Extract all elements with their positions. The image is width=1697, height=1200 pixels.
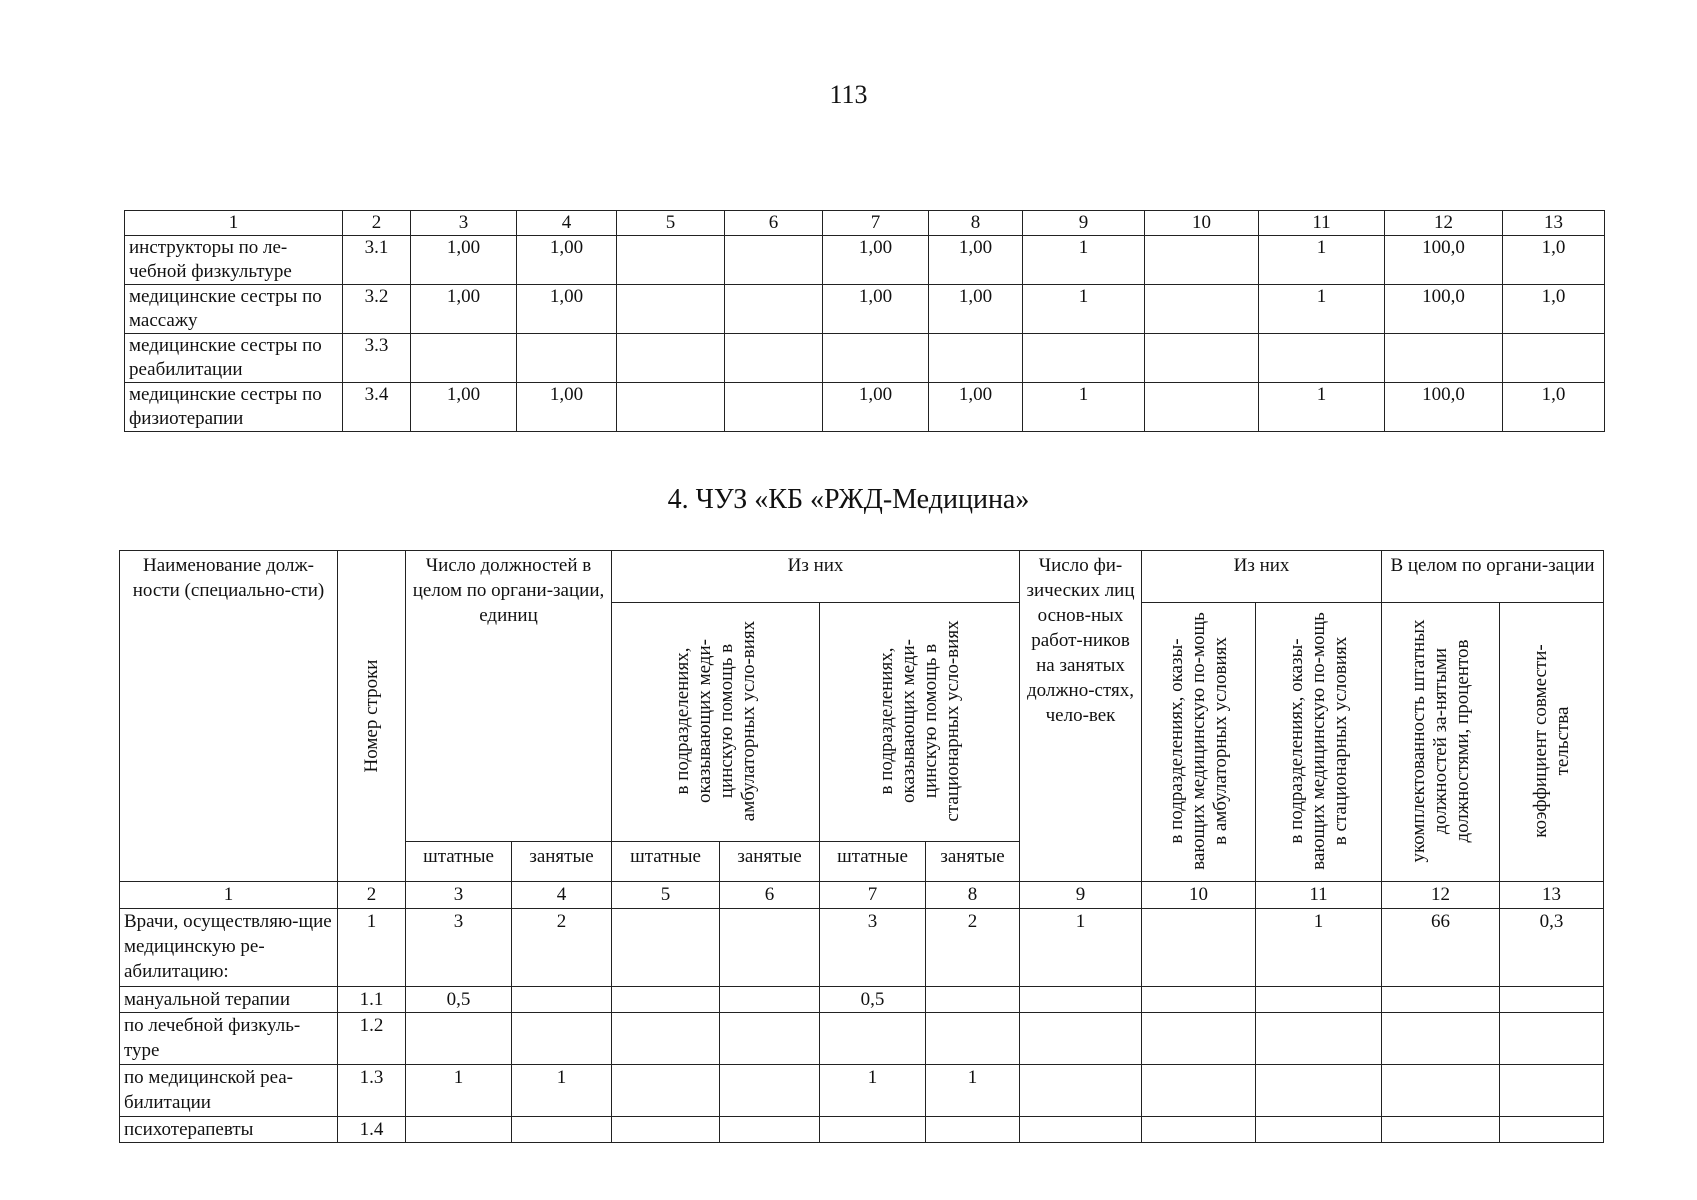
cell bbox=[1500, 987, 1604, 1013]
row-number: 1.2 bbox=[338, 1013, 406, 1065]
cell bbox=[612, 1117, 720, 1143]
col-num: 2 bbox=[338, 882, 406, 909]
cell: 1,0 bbox=[1503, 285, 1605, 334]
cell: 1 bbox=[1259, 236, 1385, 285]
col-num: 4 bbox=[512, 882, 612, 909]
header-org-total: В целом по органи-зации bbox=[1382, 551, 1604, 603]
bottom-table bbox=[119, 550, 1604, 1143]
header-combination-text: коэффициент совмести-тельства bbox=[1529, 644, 1573, 838]
header-of-them-1: Из них bbox=[612, 551, 1020, 603]
cell bbox=[1256, 987, 1382, 1013]
cell bbox=[1382, 987, 1500, 1013]
cell bbox=[1142, 909, 1256, 987]
cell: 1 bbox=[820, 1065, 926, 1117]
cell bbox=[1145, 383, 1259, 432]
cell: 1,0 bbox=[1503, 236, 1605, 285]
cell bbox=[1503, 334, 1605, 383]
header-ind-inpatient-text: в подразделениях, оказы-вающих медицинскую по-мощь в стационарных условиях bbox=[1285, 612, 1351, 870]
cell bbox=[820, 1117, 926, 1143]
cell bbox=[617, 236, 725, 285]
cell: 1,0 bbox=[1503, 383, 1605, 432]
cell: 2 bbox=[926, 909, 1020, 987]
cell bbox=[1142, 1065, 1256, 1117]
table-row bbox=[120, 987, 1604, 1013]
cell: 100,0 bbox=[1385, 383, 1503, 432]
cell bbox=[512, 1013, 612, 1065]
cell bbox=[1500, 1117, 1604, 1143]
cell bbox=[929, 334, 1023, 383]
cell: 1,00 bbox=[517, 285, 617, 334]
cell bbox=[720, 909, 820, 987]
cell bbox=[926, 987, 1020, 1013]
cell: 1,00 bbox=[929, 285, 1023, 334]
col-num: 3 bbox=[406, 882, 512, 909]
col-num: 2 bbox=[343, 211, 411, 236]
cell: 1 bbox=[1023, 383, 1145, 432]
cell: 1 bbox=[512, 1065, 612, 1117]
cell bbox=[720, 1117, 820, 1143]
row-name: по медицинской реа-билитации bbox=[120, 1065, 338, 1117]
cell bbox=[1020, 1117, 1142, 1143]
header-staffing-text: укомплектованность штатных должностей за-нятыми должностями, процентов bbox=[1407, 619, 1473, 863]
header-occupied: занятые bbox=[720, 842, 820, 882]
row-name: медицинские сестры по массажу bbox=[125, 285, 343, 334]
header-of-them-2: Из них bbox=[1142, 551, 1382, 603]
col-num: 11 bbox=[1259, 211, 1385, 236]
col-num: 5 bbox=[617, 211, 725, 236]
cell bbox=[612, 1065, 720, 1117]
col-num: 9 bbox=[1023, 211, 1145, 236]
cell: 1 bbox=[1256, 909, 1382, 987]
header-positions-total: Число должностей в целом по органи-зации, единиц bbox=[406, 551, 612, 842]
section-title: 4. ЧУЗ «КБ «РЖД-Медицина» bbox=[667, 484, 1030, 515]
row-number: 1.3 bbox=[338, 1065, 406, 1117]
cell: 0,3 bbox=[1500, 909, 1604, 987]
header-individuals: Число фи-зических лиц основ-ных работ-ников на занятых должно-стях, чело-век bbox=[1020, 551, 1142, 882]
col-num: 10 bbox=[1145, 211, 1259, 236]
col-num: 8 bbox=[926, 882, 1020, 909]
cell: 0,5 bbox=[406, 987, 512, 1013]
cell bbox=[1256, 1013, 1382, 1065]
cell: 1,00 bbox=[517, 236, 617, 285]
cell: 1 bbox=[1259, 383, 1385, 432]
cell: 1,00 bbox=[411, 285, 517, 334]
header-combination bbox=[1500, 603, 1604, 882]
cell bbox=[1145, 285, 1259, 334]
col-num: 8 bbox=[929, 211, 1023, 236]
cell bbox=[1256, 1065, 1382, 1117]
cell bbox=[512, 987, 612, 1013]
col-num: 12 bbox=[1382, 882, 1500, 909]
cell bbox=[1020, 1013, 1142, 1065]
cell bbox=[1382, 1013, 1500, 1065]
col-num: 10 bbox=[1142, 882, 1256, 909]
cell: 1 bbox=[1023, 236, 1145, 285]
header-staff: штатные bbox=[820, 842, 926, 882]
col-num: 9 bbox=[1020, 882, 1142, 909]
table-row bbox=[125, 383, 1605, 432]
header-ind-outpatient-text: в подразделениях, оказы-вающих медицинскую по-мощь в амбулаторных условиях bbox=[1165, 612, 1231, 870]
cell: 1 bbox=[1259, 285, 1385, 334]
row-name: по лечебной физкуль-туре bbox=[120, 1013, 338, 1065]
table-row bbox=[120, 909, 1604, 987]
cell bbox=[617, 383, 725, 432]
cell: 1,00 bbox=[411, 236, 517, 285]
cell: 66 bbox=[1382, 909, 1500, 987]
cell bbox=[926, 1013, 1020, 1065]
column-numbers-row bbox=[125, 211, 1605, 236]
header-row-1 bbox=[120, 551, 1604, 603]
cell: 3 bbox=[820, 909, 926, 987]
col-num: 13 bbox=[1500, 882, 1604, 909]
cell bbox=[725, 236, 823, 285]
cell bbox=[1023, 334, 1145, 383]
col-num: 1 bbox=[125, 211, 343, 236]
header-staff: штатные bbox=[612, 842, 720, 882]
row-number: 3.2 bbox=[343, 285, 411, 334]
column-numbers-row bbox=[120, 882, 1604, 909]
cell: 1,00 bbox=[929, 383, 1023, 432]
cell bbox=[1385, 334, 1503, 383]
row-number: 1.4 bbox=[338, 1117, 406, 1143]
row-number: 3.3 bbox=[343, 334, 411, 383]
cell bbox=[1259, 334, 1385, 383]
cell: 1 bbox=[1023, 285, 1145, 334]
cell bbox=[406, 1117, 512, 1143]
col-num: 13 bbox=[1503, 211, 1605, 236]
cell bbox=[1382, 1117, 1500, 1143]
top-table bbox=[124, 210, 1605, 432]
cell bbox=[1256, 1117, 1382, 1143]
cell bbox=[1382, 1065, 1500, 1117]
header-ind-outpatient bbox=[1142, 603, 1256, 882]
cell bbox=[725, 383, 823, 432]
cell bbox=[1142, 1117, 1256, 1143]
cell bbox=[823, 334, 929, 383]
col-num: 6 bbox=[725, 211, 823, 236]
col-num: 1 bbox=[120, 882, 338, 909]
cell bbox=[612, 987, 720, 1013]
header-inpatient bbox=[820, 603, 1020, 842]
cell bbox=[1500, 1065, 1604, 1117]
cell: 1,00 bbox=[411, 383, 517, 432]
cell bbox=[1145, 236, 1259, 285]
header-occupied: занятые bbox=[512, 842, 612, 882]
cell bbox=[725, 285, 823, 334]
row-name: инструкторы по ле-чебной физкультуре bbox=[125, 236, 343, 285]
cell: 3 bbox=[406, 909, 512, 987]
cell bbox=[720, 987, 820, 1013]
col-num: 3 bbox=[411, 211, 517, 236]
table-row bbox=[125, 285, 1605, 334]
cell bbox=[820, 1013, 926, 1065]
cell: 100,0 bbox=[1385, 285, 1503, 334]
header-row-number-text: Номер строки bbox=[360, 659, 382, 773]
cell bbox=[1500, 1013, 1604, 1065]
cell bbox=[1142, 1013, 1256, 1065]
col-num: 7 bbox=[823, 211, 929, 236]
col-num: 12 bbox=[1385, 211, 1503, 236]
col-num: 7 bbox=[820, 882, 926, 909]
cell: 1 bbox=[406, 1065, 512, 1117]
header-position-name: Наименование долж-ности (специально-сти) bbox=[120, 551, 338, 882]
header-staff: штатные bbox=[406, 842, 512, 882]
cell bbox=[1020, 1065, 1142, 1117]
cell bbox=[512, 1117, 612, 1143]
header-occupied: занятые bbox=[926, 842, 1020, 882]
cell bbox=[612, 909, 720, 987]
table-row bbox=[120, 1065, 1604, 1117]
row-name: Врачи, осуществляю-щие медицинскую ре-абилитацию: bbox=[120, 909, 338, 987]
cell: 1,00 bbox=[929, 236, 1023, 285]
cell bbox=[617, 285, 725, 334]
cell bbox=[406, 1013, 512, 1065]
row-number: 1 bbox=[338, 909, 406, 987]
row-number: 1.1 bbox=[338, 987, 406, 1013]
col-num: 4 bbox=[517, 211, 617, 236]
cell bbox=[617, 334, 725, 383]
cell bbox=[1145, 334, 1259, 383]
cell bbox=[720, 1065, 820, 1117]
table-row bbox=[125, 334, 1605, 383]
col-num: 5 bbox=[612, 882, 720, 909]
cell: 0,5 bbox=[820, 987, 926, 1013]
header-staffing bbox=[1382, 603, 1500, 882]
cell: 1,00 bbox=[823, 285, 929, 334]
cell bbox=[720, 1013, 820, 1065]
row-number: 3.1 bbox=[343, 236, 411, 285]
row-name: психотерапевты bbox=[120, 1117, 338, 1143]
col-num: 6 bbox=[720, 882, 820, 909]
header-ind-inpatient bbox=[1256, 603, 1382, 882]
row-name: медицинские сестры по реабилитации bbox=[125, 334, 343, 383]
cell: 1 bbox=[926, 1065, 1020, 1117]
row-name: мануальной терапии bbox=[120, 987, 338, 1013]
cell bbox=[1020, 987, 1142, 1013]
header-inpatient-text: в подразделениях, оказывающих меди-цинскую помощь в стационарных усло-виях bbox=[875, 620, 963, 822]
table-row bbox=[125, 236, 1605, 285]
table-row bbox=[120, 1117, 1604, 1143]
cell: 1,00 bbox=[517, 383, 617, 432]
cell: 1,00 bbox=[823, 236, 929, 285]
row-number: 3.4 bbox=[343, 383, 411, 432]
cell: 100,0 bbox=[1385, 236, 1503, 285]
cell bbox=[725, 334, 823, 383]
row-name: медицинские сестры по физиотерапии bbox=[125, 383, 343, 432]
page-number: 113 bbox=[829, 80, 868, 109]
header-outpatient bbox=[612, 603, 820, 842]
header-outpatient-text: в подразделениях, оказывающих меди-цинскую помощь в амбулаторных усло-виях bbox=[671, 620, 759, 822]
cell bbox=[517, 334, 617, 383]
cell: 1,00 bbox=[823, 383, 929, 432]
header-row-number bbox=[338, 551, 406, 882]
cell: 2 bbox=[512, 909, 612, 987]
cell: 1 bbox=[1020, 909, 1142, 987]
table-row bbox=[120, 1013, 1604, 1065]
col-num: 11 bbox=[1256, 882, 1382, 909]
cell bbox=[926, 1117, 1020, 1143]
cell bbox=[411, 334, 517, 383]
cell bbox=[612, 1013, 720, 1065]
cell bbox=[1142, 987, 1256, 1013]
